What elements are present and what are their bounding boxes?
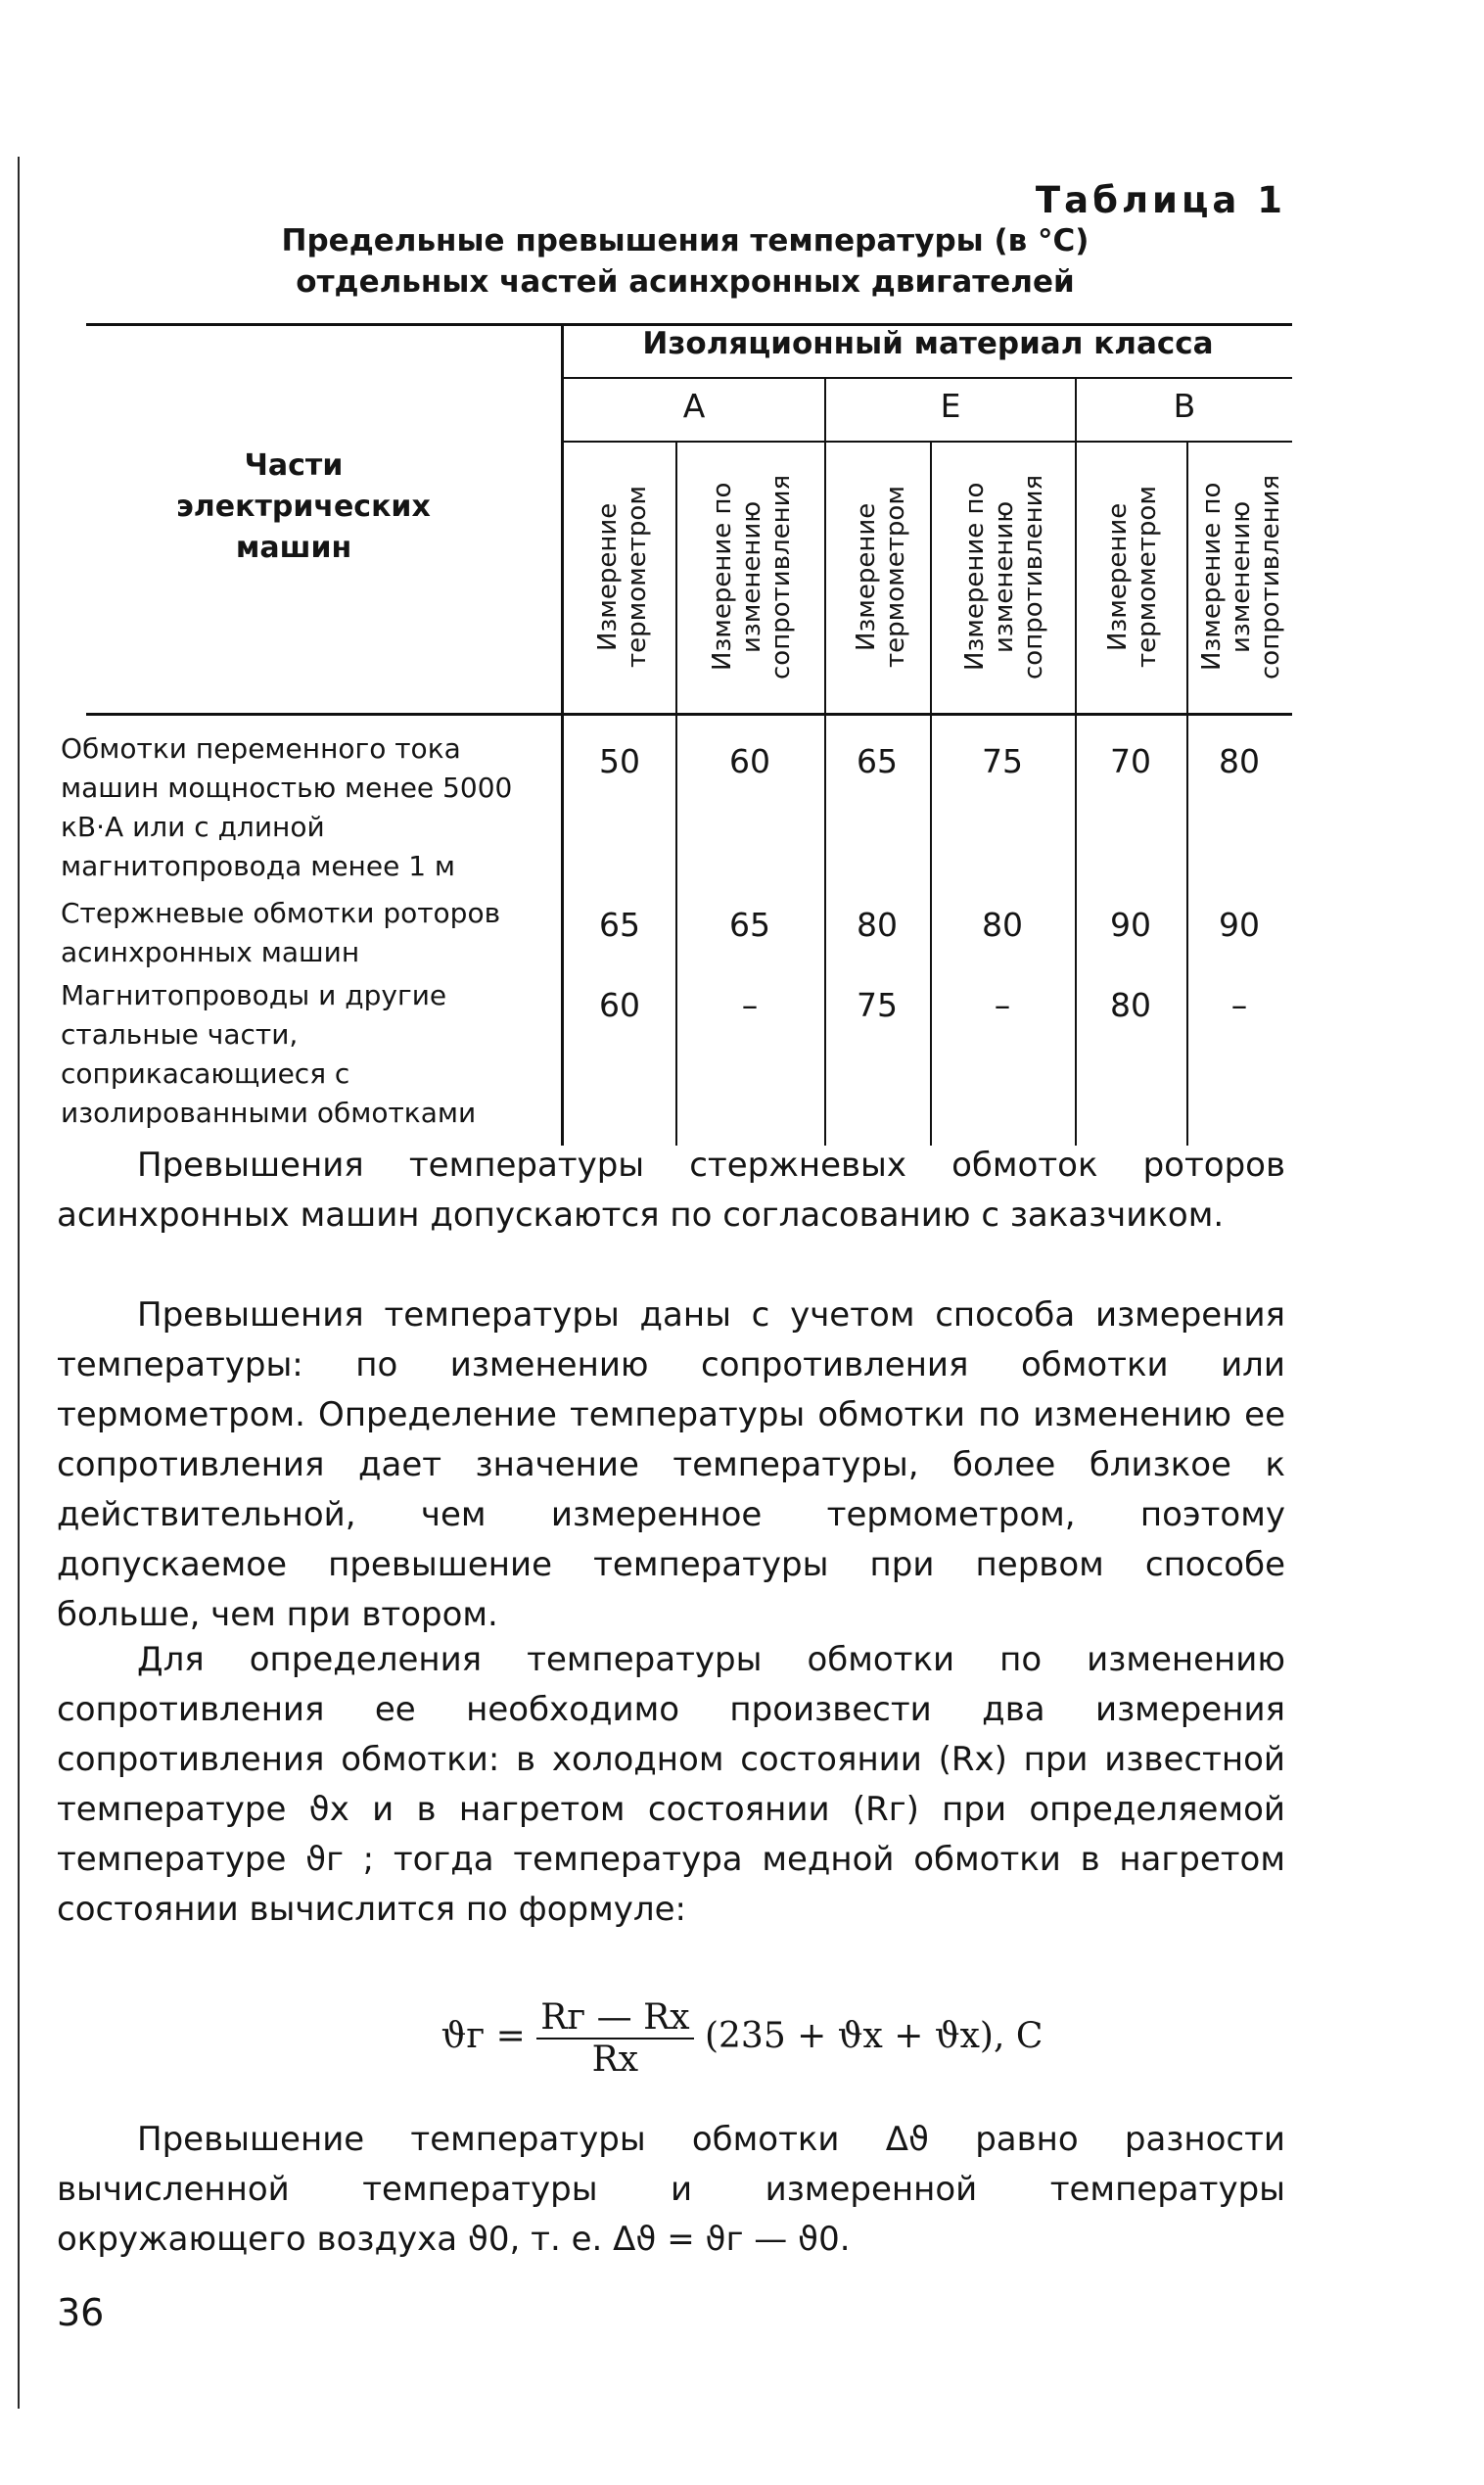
cell-r1-b-resist: 80: [1219, 742, 1260, 780]
cell-r2-b-thermo: 90: [1110, 906, 1151, 944]
cell-r3-b-resist: –: [1230, 986, 1248, 1024]
cell-r2-e-thermo: 80: [857, 906, 898, 944]
method-thermo-a-label: Измерение термометром: [593, 486, 652, 668]
page-number: 36: [57, 2291, 105, 2334]
parts-header: Части электрических машин: [176, 448, 431, 565]
paragraph-rotor-windings: [57, 1141, 1285, 1241]
table-label: Таблица 1: [1035, 179, 1286, 221]
cell-r2-e-resist: 80: [982, 906, 1023, 944]
formula-rhs: (235 + ϑх + ϑх), С: [704, 2016, 1043, 2056]
cell-r1-a-thermo: 50: [599, 742, 640, 780]
paragraph-2-text: Превышения температуры даны с учетом способа измерения температуры: по изменению сопротивления обмотки или термометром. Определение температуры обмотки по изменению ее сопротивления дает значение температуры, более близкое к действительной, чем измеренное термометром, поэтому допускаемое превышение температуры при первом способе больше, чем при втором.: [57, 1295, 1285, 1634]
formula-fraction: [536, 1997, 693, 2080]
cell-r3-e-resist: –: [994, 986, 1011, 1024]
cell-r3-e-thermo: 75: [857, 986, 898, 1024]
cell-r2-b-resist: 90: [1219, 906, 1260, 944]
paragraph-3-text: Для определения температуры обмотки по изменению сопротивления ее необходимо произвести два измерения сопротивления обмотки: в холодном состоянии (Rх) при известной температуре ϑх и в нагретом состоянии (Rг) при определяемой температуре ϑг ; тогда температура медной обмотки в нагретом состоянии вычислится по формуле:: [57, 1640, 1285, 1929]
insulation-header-rule: [562, 377, 1292, 379]
method-thermo-a: [574, 445, 672, 708]
formula-lhs: ϑг =: [441, 2016, 526, 2056]
formula-numerator: Rг — Rх: [536, 1997, 693, 2040]
col-divider-parts: [561, 323, 564, 1146]
row-label-ac-windings: Обмотки переменного тока машин мощностью менее 5000 кВ·А или с длиной магнитопровода менее 1 м: [61, 732, 513, 882]
cell-r1-a-resist: 60: [729, 742, 770, 780]
table-caption-line1: Предельные превышения температуры (в °C): [281, 223, 1090, 258]
method-thermo-e: [834, 445, 928, 708]
header-bottom-rule: [86, 713, 1292, 716]
class-a-header: A: [682, 387, 706, 425]
row-label-rotor-windings: Стержневые обмотки роторов асинхронных машин: [61, 897, 501, 968]
method-resist-a: [685, 445, 818, 708]
col-divider-ae: [824, 377, 826, 1146]
paragraph-temperature-rise: [57, 2115, 1285, 2265]
method-thermo-e-label: Измерение термометром: [852, 486, 910, 668]
method-resist-a-label: Измерение по изменению сопротивления: [708, 474, 796, 680]
col-divider-b: [1186, 441, 1188, 1146]
cell-r1-e-thermo: 65: [857, 742, 898, 780]
insulation-header: Изоляционный материал класса: [642, 326, 1214, 361]
method-thermo-b: [1083, 445, 1183, 708]
temperature-limits-table: [0, 0, 1484, 1155]
paragraph-4-text: Превышение температуры обмотки Δϑ равно разности вычисленной температуры и измеренной температуры окружающего воздуха ϑ0, т. е. Δϑ = ϑг — ϑ0.: [57, 2120, 1285, 2259]
row-label-magnetic-cores: Магнитопроводы и другие стальные части, соприкасающиеся с изолированными обмотками: [61, 979, 477, 1129]
method-resist-b-label: Измерение по изменению сопротивления: [1197, 474, 1285, 680]
class-b-header: B: [1173, 387, 1196, 425]
class-header-rule: [562, 441, 1292, 443]
method-resist-b: [1190, 445, 1292, 708]
cell-r3-b-thermo: 80: [1110, 986, 1151, 1024]
method-resist-e: [938, 445, 1071, 708]
col-divider-e: [930, 441, 932, 1146]
col-divider-eb: [1075, 377, 1077, 1146]
cell-r3-a-thermo: 60: [599, 986, 640, 1024]
col-divider-a: [675, 441, 677, 1146]
paragraph-resistance-method: [57, 1635, 1285, 1935]
cell-r3-a-resist: –: [741, 986, 759, 1024]
paragraph-1-text: Превышения температуры стержневых обмоток роторов асинхронных машин допускаются по согласованию с заказчиком.: [57, 1146, 1285, 1235]
cell-r2-a-thermo: 65: [599, 906, 640, 944]
cell-r2-a-resist: 65: [729, 906, 770, 944]
formula-denominator: Rх: [591, 2040, 639, 2080]
paragraph-measurement-method: [57, 1290, 1285, 1640]
cell-r1-b-thermo: 70: [1110, 742, 1151, 780]
method-resist-e-label: Измерение по изменению сопротивления: [960, 474, 1048, 680]
temperature-formula: [0, 1997, 1484, 2080]
table-caption-line2: отдельных частей асинхронных двигателей: [296, 264, 1075, 300]
cell-r1-e-resist: 75: [982, 742, 1023, 780]
class-e-header: E: [940, 387, 961, 425]
method-thermo-b-label: Измерение термометром: [1103, 486, 1162, 668]
